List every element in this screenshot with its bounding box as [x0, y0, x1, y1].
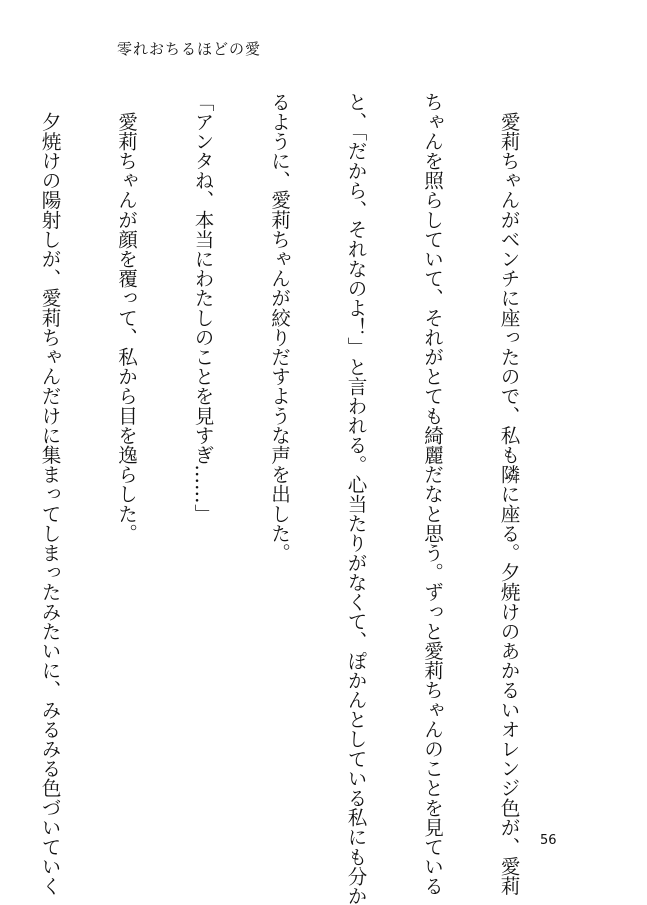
text-line: 「アンタね、本当にわたしのことを見すぎ……」 — [191, 92, 214, 524]
text-line: 夕焼けの陽射しが、愛莉ちゃんだけに集まってしまったみたいに、みるみる色づいていく — [38, 92, 61, 896]
text-line: るように、愛莉ちゃんが絞りだすような声を出した。 — [267, 92, 291, 563]
text-line: ちゃんを照らしていて、それがとても綺麗だなと思う。ずっと愛莉ちゃんのことを見ている — [420, 92, 444, 896]
running-header-title: 零れおちるほどの愛 — [117, 40, 262, 58]
text-line: 愛莉ちゃんがベンチに座ったので、私も隣に座る。夕焼けのあかるいオレンジ色が、愛莉 — [497, 92, 520, 896]
text-line: と、「だから、それなのよ！」と言われる。心当たりがなくて、ぽかんとしている私にも分か — [344, 92, 367, 905]
page-number: 56 — [540, 833, 557, 848]
text-line: 愛莉ちゃんが顔を覆って、私から目を逸らした。 — [114, 92, 138, 543]
